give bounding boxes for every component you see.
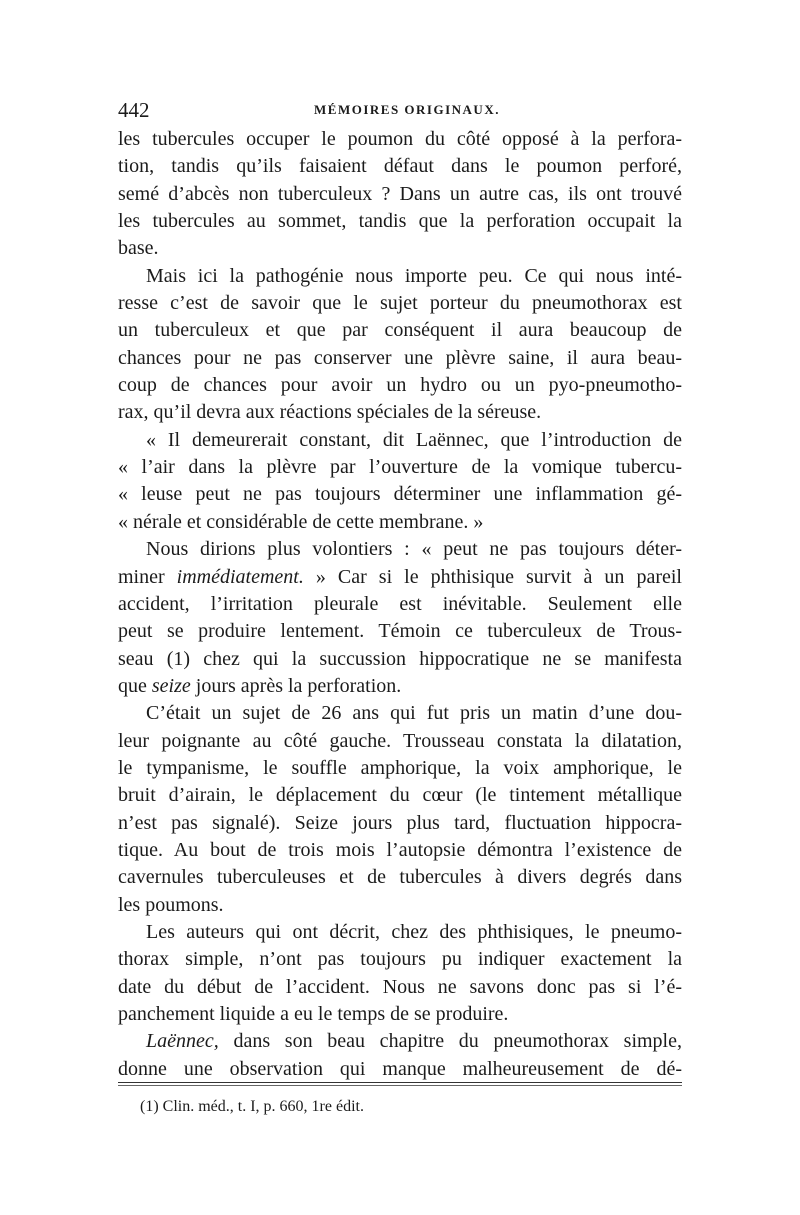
text-line: panchement liquide a eu le temps de se produire. (118, 1003, 509, 1025)
text-line: un tuberculeux et que par conséquent il aura beaucoup de (118, 319, 682, 342)
divider (118, 1085, 682, 1086)
text-line: C’était un sujet de 26 ans qui fut pris un matin d’une dou- (146, 702, 682, 725)
text-line: donne une observation qui manque malheureusement de dé- (118, 1057, 682, 1080)
text-line (118, 564, 682, 591)
footnote-rule (118, 1082, 682, 1088)
footnote: (1) Clin. méd., t. I, p. 660, 1re édit. (140, 1098, 364, 1115)
text-line: « l’air dans la plèvre par l’ouverture de la vomique tubercu- (118, 456, 682, 479)
italic-text: seize (151, 674, 191, 697)
text-line: bruit d’airain, le déplacement du cœur (le tintement métallique (118, 784, 682, 807)
text-line: base. (118, 237, 159, 260)
text-run: miner (118, 565, 177, 588)
text-line: les tubercules au sommet, tandis que la perforation occupait la (118, 210, 682, 233)
text-line: semé d’abcès non tuberculeux ? Dans un autre cas, ils ont trouvé (118, 182, 682, 205)
text-line: tion, tandis qu’ils faisaient défaut dans le poumon perforé, (118, 155, 682, 178)
text-line: rax, qu’il devra aux réactions spéciales de la séreuse. (118, 401, 542, 424)
text-line (118, 1028, 682, 1055)
text-line: tique. Au bout de trois mois l’autopsie démontra l’existence de (118, 838, 682, 861)
italic-text: Laënnec, (146, 1030, 219, 1053)
text-line: leur poignante au côté gauche. Trousseau constata la dilatation, (118, 729, 682, 752)
text-line: thorax simple, n’ont pas toujours pu indiquer exactement la (118, 948, 682, 971)
text-line: Mais ici la pathogénie nous importe peu. Ce qui nous inté- (146, 264, 682, 287)
text-line: « Il demeurerait constant, dit Laënnec, que l’introduction de (146, 428, 682, 451)
text-line: Les auteurs qui ont décrit, chez des phthisiques, le pneumo- (146, 920, 682, 943)
running-head: MÉMOIRES ORIGINAUX. (314, 102, 500, 117)
text-line: resse c’est de savoir que le sujet porteur du pneumothorax est (118, 292, 682, 315)
text-line (118, 673, 682, 700)
text-run: » Car si le phthisique survit à un pareil (303, 565, 682, 588)
text-run: jours après la perforation. (190, 674, 402, 697)
page-number: 442 (118, 98, 150, 122)
divider (118, 1082, 682, 1083)
text-line: « leuse peut ne pas toujours déterminer une inflammation gé- (118, 483, 682, 506)
text-line: les poumons. (118, 893, 224, 916)
text-line: seau (1) chez qui la succussion hippocratique ne se manifesta (118, 647, 682, 670)
text-line: Nous dirions plus volontiers : « peut ne pas toujours déter- (146, 538, 682, 561)
text-line: n’est pas signalé). Seize jours plus tard, fluctuation hippocra- (118, 811, 682, 834)
page-header (118, 98, 682, 126)
text-line: coup de chances pour avoir un hydro ou un pyo-pneumotho- (118, 374, 682, 397)
body-text (118, 126, 682, 1083)
text-run: dans son beau chapitre du pneumothorax simple, (218, 1030, 682, 1053)
text-line: « nérale et considérable de cette membrane. » (118, 510, 484, 533)
text-line: date du début de l’accident. Nous ne savons donc pas si l’é- (118, 975, 682, 998)
text-line: cavernules tuberculeuses et de tubercules à divers degrés dans (118, 866, 682, 889)
text-run: que (118, 674, 152, 697)
italic-text: immédiatement. (176, 565, 304, 588)
text-line: chances pour ne pas conserver une plèvre saine, il aura beau- (118, 346, 682, 369)
text-line: peut se produire lentement. Témoin ce tuberculeux de Trous- (118, 620, 682, 643)
text-line: le tympanisme, le souffle amphorique, la voix amphorique, le (118, 756, 682, 779)
text-line: accident, l’irritation pleurale est inévitable. Seulement elle (118, 592, 682, 615)
text-line: les tubercules occuper le poumon du côté opposé à la perfora- (118, 128, 682, 150)
